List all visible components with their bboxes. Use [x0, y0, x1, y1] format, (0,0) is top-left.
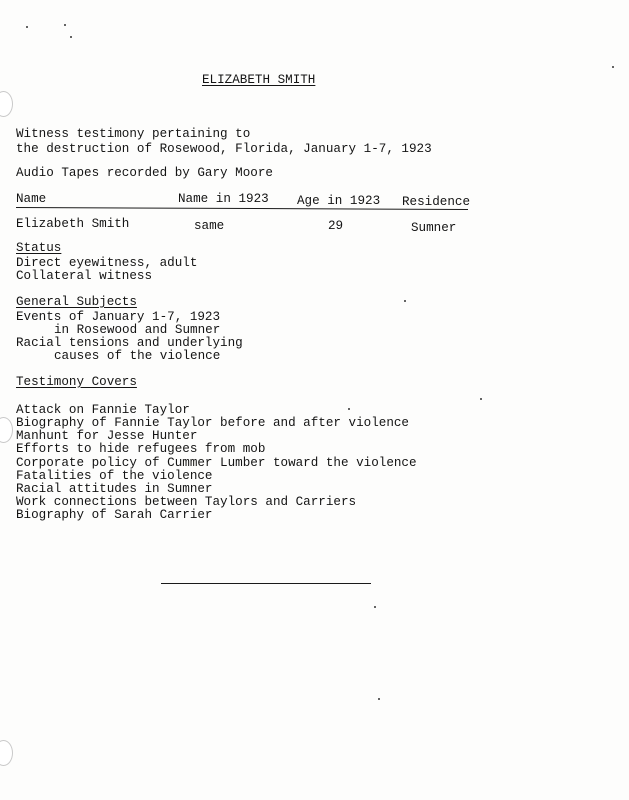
binder-hole-middle: [0, 417, 13, 443]
header-underline: [16, 207, 468, 210]
status-line: Collateral witness: [16, 269, 153, 283]
speck: [612, 66, 614, 68]
binder-hole-bottom: [0, 740, 13, 766]
testimony-item: Attack on Fannie Taylor: [16, 403, 190, 417]
status-heading: Status: [16, 241, 62, 255]
testimony-heading: Testimony Covers: [16, 375, 137, 389]
intro-line-1: Witness testimony pertaining to: [16, 127, 251, 141]
speck: [26, 26, 28, 28]
header-name: Name: [16, 192, 47, 206]
cell-name: Elizabeth Smith: [16, 217, 130, 231]
status-line: Direct eyewitness, adult: [16, 256, 198, 270]
speck: [64, 24, 66, 26]
cell-residence: Sumner: [411, 221, 457, 235]
header-age-1923: Age in 1923: [297, 194, 381, 208]
subject-line: Events of January 1-7, 1923: [16, 310, 221, 324]
speck: [70, 36, 72, 38]
testimony-item: Work connections between Taylors and Carriers: [16, 495, 357, 509]
binder-hole-top: [0, 91, 13, 117]
intro-line-2: the destruction of Rosewood, Florida, January 1-7, 1923: [16, 142, 432, 156]
general-subjects-heading: General Subjects: [16, 295, 137, 309]
bottom-rule: [161, 583, 371, 584]
speck: [404, 300, 406, 302]
speck: [348, 408, 350, 410]
speck: [378, 698, 380, 700]
testimony-item: Biography of Fannie Taylor before and after violence: [16, 416, 409, 430]
speck: [374, 606, 376, 608]
testimony-item: Fatalities of the violence: [16, 469, 213, 483]
recorded-by: Audio Tapes recorded by Gary Moore: [16, 166, 273, 180]
testimony-item: Efforts to hide refugees from mob: [16, 442, 266, 456]
page-title: ELIZABETH SMITH: [202, 73, 316, 87]
header-residence: Residence: [402, 195, 471, 209]
testimony-item: Racial attitudes in Sumner: [16, 482, 213, 496]
subject-line: in Rosewood and Sumner: [54, 323, 221, 337]
cell-name-1923: same: [194, 219, 225, 233]
testimony-item: Biography of Sarah Carrier: [16, 508, 213, 522]
cell-age: 29: [328, 219, 344, 233]
testimony-item: Manhunt for Jesse Hunter: [16, 429, 198, 443]
speck: [480, 398, 482, 400]
testimony-item: Corporate policy of Cummer Lumber toward the violence: [16, 456, 417, 470]
header-name-1923: Name in 1923: [178, 192, 269, 206]
subject-line: Racial tensions and underlying: [16, 336, 243, 350]
subject-line: causes of the violence: [54, 349, 221, 363]
